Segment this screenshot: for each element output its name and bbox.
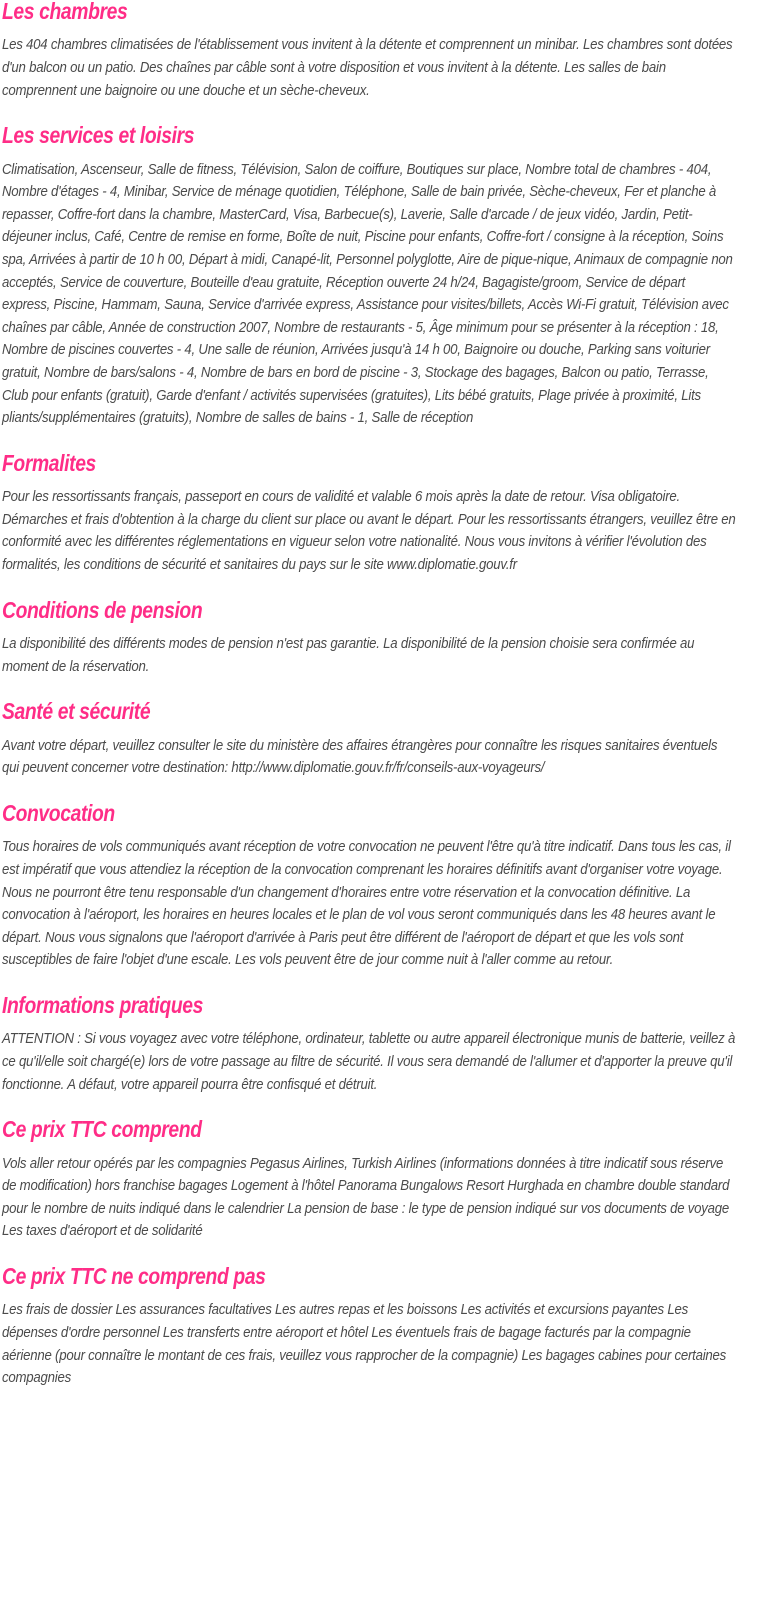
section-body-les-services-et-loisirs: Climatisation, Ascenseur, Salle de fitness, Télévision, Salon de coiffure, Boutiques sur place, Nombre total de chambres - 404, Nombre d'étages - 4, Minibar, Service de ménage quotidien, Téléphone, Salle de bain privée, Sèche-cheveux, Fer et planche à repasser, Coffre-fort dans la chambre, MasterCard, Visa, Barbecue(s), Laverie, Salle d'arcade / de jeux vidéo, Jardin, Petit-déjeuner inclus, Café, Centre de remise en forme, Boîte de nuit, Piscine pour enfants, Coffre-fort / consigne à la réception, Soins spa, Arrivées à partir de 10 h 00, Départ à midi, Canapé-lit, Personnel polyglotte, Aire de pique-nique, Animaux de compagnie non acceptés, Service de couverture, Bouteille d'eau gratuite, Réception ouverte 24 h/24, Bagagiste/groom, Service de départ express, Piscine, Hammam, Sauna, Service d'arrivée express, Assistance pour visites/billets, Accès Wi-Fi gratuit, Télévision avec chaînes par câble, Année de construction 2007, Nombre de restaurants - 5, Âge minimum pour se présenter à la réception : 18, Nombre de piscines couvertes - 4, Une salle de réunion, Arrivées jusqu'à 14 h 00, Baignoire ou douche, Parking sans voiturier gratuit, Nombre de bars/salons - 4, Nombre de bars en bord de piscine - 3, Stockage des bagages, Balcon ou patio, Terrasse, Club pour enfants (gratuit), Garde d'enfant / activités supervisées (gratuites), Lits bébé gratuits, Plage privée à proximité, Lits pliants/supplémentaires (gratuits), Nombre de salles de bains - 1, Salle de réception [2, 161, 733, 427]
section-body-informations-pratiques: ATTENTION : Si vous voyagez avec votre téléphone, ordinateur, tablette ou autre appareil électronique munis de batterie, veillez à ce qu'il/elle soit chargé(e) lors de votre passage au filtre de sécurité. Il vous sera demandé de l'allumer et d'apporter la preuve qu'il fonctionne. A défaut, votre appareil pourra être confisqué et détruit. [2, 1031, 736, 1093]
section-body-les-chambres: Les 404 chambres climatisées de l'établissement vous invitent à la détente et comprennent un minibar. Les chambres sont dotées d'un balcon ou un patio. Des chaînes par câble sont à votre disposition et vous invitent à la détente. Les salles de bain comprennent une baignoire ou une douche et un sèche-cheveux. [2, 37, 733, 99]
section-title-convocation: Convocation [2, 799, 115, 826]
section-body-ce-prix-ttc-comprend: Vols aller retour opérés par les compagnies Pegasus Airlines, Turkish Airlines (informations données à titre indicatif sous réserve de modification) hors franchise bagages Logement à l'hôtel Panorama Bungalows Resort Hurghada en chambre double standard pour le nombre de nuits indiqué dans le calendrier La pension de base : le type de pension indiqué sur vos documents de voyage Les taxes d'aéroport et de solidarité [2, 1155, 730, 1240]
section-convocation [2, 799, 736, 972]
section-body-sante-et-securite: Avant votre départ, veuillez consulter le site du ministère des affaires étrangères pour connaître les risques sanitaires éventuels qui peuvent concerner votre destination: http://www.diplomatie.gouv.fr/fr/conseils-aux-voyageurs/ [2, 737, 718, 777]
section-body-conditions-de-pension: La disponibilité des différents modes de pension n'est pas garantie. La disponibilité de la pension choisie sera confirmée au moment de la réservation. [2, 636, 695, 675]
section-les-chambres [2, 0, 736, 102]
section-title-les-chambres: Les chambres [2, 0, 128, 24]
section-body-convocation: Tous horaires de vols communiqués avant réception de votre convocation ne peuvent l'être qu'à titre indicatif. Dans tous les cas, il est impératif que vous attendiez la réception de la convocation comprenant les horaires définitifs avant d'organiser votre voyage. Nous ne pourront être tenu responsable d'un changement d'horaires entre votre réservation et la convocation définitive. La convocation à l'aéroport, les horaires en heures locales et le plan de vol vous seront communiqués dans les 48 heures avant le départ. Nous vous signalons que l'aéroport d'arrivée à Paris peut être différent de l'aéroport de départ et que les vols sont susceptibles de faire l'objet d'une escale. Les vols peuvent être de jour comme nuit à l'aller comme au retour. [2, 839, 731, 969]
section-title-informations-pratiques: Informations pratiques [2, 991, 204, 1018]
section-conditions-de-pension [2, 596, 736, 679]
section-title-ce-prix-ttc-comprend: Ce prix TTC comprend [2, 1116, 202, 1143]
section-ce-prix-ttc-ne-comprend-pas [2, 1265, 736, 1390]
section-title-formalites: Formalites [2, 449, 96, 476]
section-title-ce-prix-ttc-ne-comprend-pas: Ce prix TTC ne comprend pas [2, 1263, 266, 1289]
section-sante-et-securite [2, 700, 736, 780]
section-formalites [2, 449, 736, 577]
section-informations-pratiques [2, 991, 736, 1096]
section-ce-prix-ttc-comprend [2, 1118, 736, 1243]
section-les-services-et-loisirs [2, 124, 736, 430]
section-title-les-services-et-loisirs: Les services et loisirs [2, 122, 195, 149]
section-body-ce-prix-ttc-ne-comprend-pas: Les frais de dossier Les assurances facultatives Les autres repas et les boissons Les activités et excursions payantes Les dépenses d'ordre personnel Les transferts entre aéroport et hôtel Les éventuels frais de bagage facturés par la compagnie aérienne (pour connaître le montant de ces frais, veuillez vous rapprocher de la compagnie) Les bagages cabines pour certaines compagnies [2, 1302, 727, 1387]
section-title-conditions-de-pension: Conditions de pension [2, 596, 203, 623]
section-body-formalites: Pour les ressortissants français, passeport en cours de validité et valable 6 mois après la date de retour. Visa obligatoire. Démarches et frais d'obtention à la charge du client sur place ou avant le départ. Pour les ressortissants étrangers, veuillez être en conformité avec les différentes réglementations en vigueur selon votre nationalité. Nous vous invitons à vérifier l'évolution des formalités, les conditions de sécurité et sanitaires du pays sur le site www.diplomatie.gouv.fr [2, 489, 736, 574]
section-title-sante-et-securite: Santé et sécurité [2, 698, 151, 725]
